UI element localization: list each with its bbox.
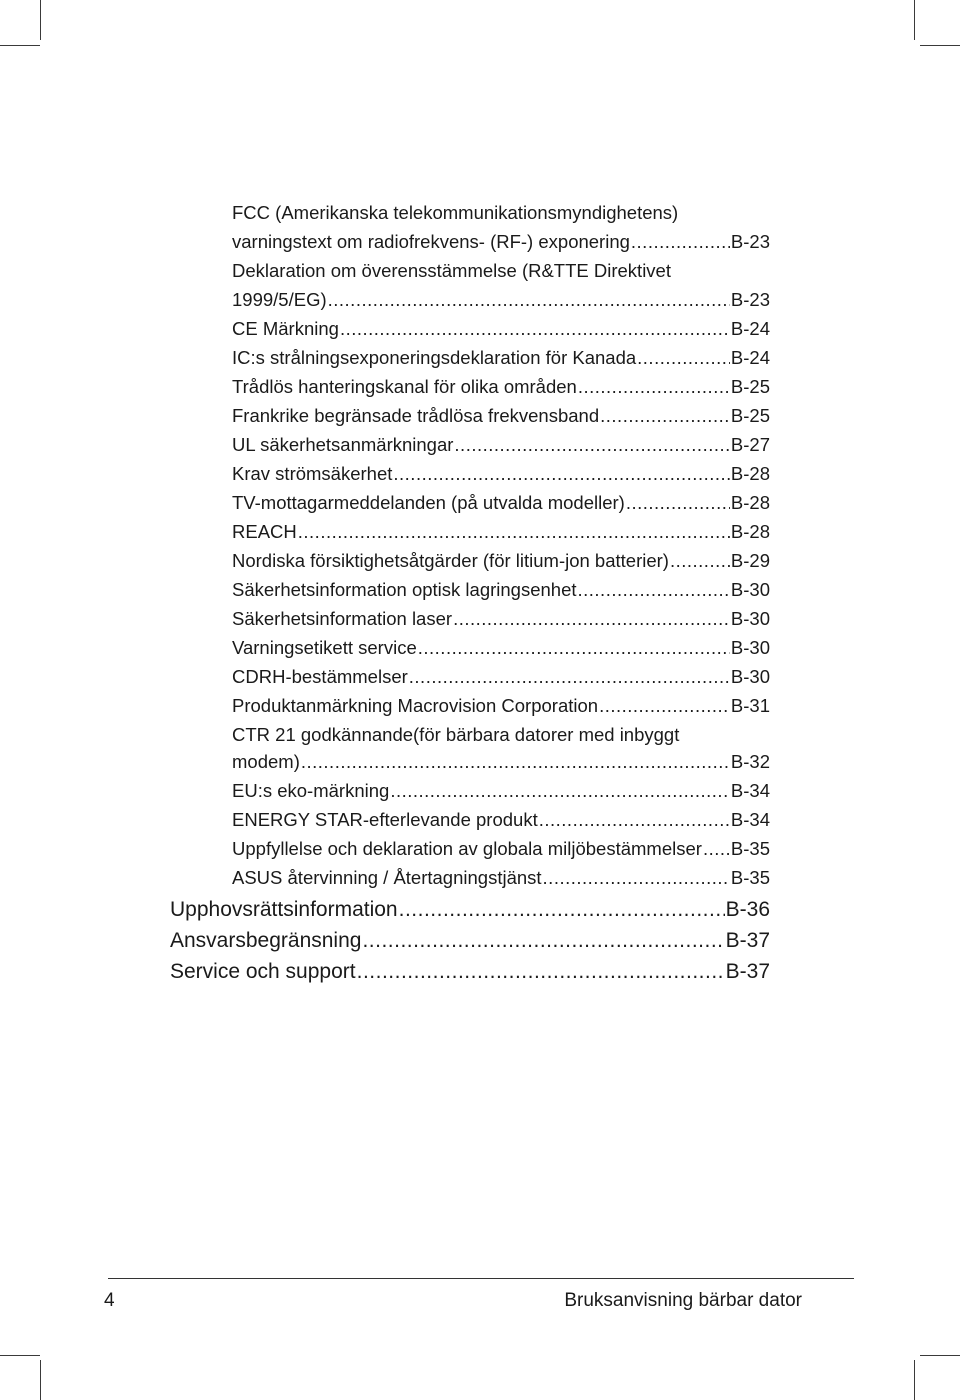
dot-leader: [393, 462, 730, 486]
toc-entry-page: B-28: [730, 521, 770, 542]
toc-entry-title: Uppfyllelse och deklaration av globala miljöbestämmelser: [232, 838, 702, 859]
toc-entry-title: CTR 21 godkännande(för bärbara datorer med inbyggt: [232, 724, 680, 745]
toc-entry[interactable]: [232, 750, 770, 774]
dot-leader: [539, 808, 730, 832]
toc-entry-page: B-28: [730, 492, 770, 513]
crop-mark: [0, 1355, 40, 1356]
toc-entry-page: B-36: [725, 898, 770, 921]
toc-entry-page: B-30: [730, 608, 770, 629]
toc-entry-title: 1999/5/EG): [232, 289, 327, 310]
toc-entry[interactable]: [232, 694, 770, 718]
dot-leader: [357, 958, 725, 986]
toc-entry[interactable]: [232, 433, 770, 457]
toc-entry[interactable]: [232, 404, 770, 428]
toc-entry-page: B-27: [730, 434, 770, 455]
toc-entry-title: ASUS återvinning / Återtagningstjänst: [232, 867, 542, 888]
toc-entry-page: B-32: [730, 751, 770, 772]
dot-leader: [409, 665, 730, 689]
toc-entry[interactable]: [232, 375, 770, 399]
toc-entry[interactable]: [232, 636, 770, 660]
dot-leader: [626, 491, 730, 515]
toc-entry-page: B-37: [725, 960, 770, 983]
toc-entry-title: REACH: [232, 521, 297, 542]
toc-entry-page: B-29: [730, 550, 770, 571]
dot-leader: [670, 549, 730, 573]
toc-entry-page: B-25: [730, 376, 770, 397]
toc-entry[interactable]: [232, 808, 770, 832]
toc-main-entry[interactable]: [170, 958, 770, 986]
dot-leader: [600, 404, 730, 428]
toc-entry-title: Trådlös hanteringskanal för olika områden: [232, 376, 577, 397]
toc-main-entry[interactable]: [170, 896, 770, 924]
dot-leader: [703, 837, 730, 861]
dot-leader: [454, 433, 730, 457]
toc-entry-title: Säkerhetsinformation laser: [232, 608, 453, 629]
toc-entry[interactable]: [232, 346, 770, 370]
toc-entry[interactable]: [232, 317, 770, 341]
toc-entry[interactable]: [232, 230, 770, 254]
toc-entry[interactable]: [232, 607, 770, 631]
dot-leader: [298, 520, 730, 544]
toc-entry[interactable]: [232, 665, 770, 689]
toc-entry-title: EU:s eko-märkning: [232, 780, 390, 801]
toc-entry-title: IC:s strålningsexponeringsdeklaration för Kanada: [232, 347, 637, 368]
toc-entry-title: Nordiska försiktighetsåtgärder (för litium-jon batterier): [232, 550, 669, 571]
toc-entry-title: TV-mottagarmeddelanden (på utvalda modeller): [232, 492, 625, 513]
toc-entry-page: B-30: [730, 666, 770, 687]
toc-main-entry[interactable]: [170, 927, 770, 955]
toc-entry-page: B-35: [730, 867, 770, 888]
footer-rule: [108, 1278, 854, 1279]
toc-entry-page: B-24: [730, 347, 770, 368]
toc-entry-title: varningstext om radiofrekvens- (RF-) exponering: [232, 231, 630, 252]
toc-entry-page: B-31: [730, 695, 770, 716]
dot-leader: [453, 607, 730, 631]
dot-leader: [362, 927, 724, 955]
crop-mark: [920, 1355, 960, 1356]
dot-leader: [578, 375, 730, 399]
toc-entry-title: Varningsetikett service: [232, 637, 417, 658]
footer-page-number: 4: [104, 1290, 115, 1311]
toc-entry-page: B-25: [730, 405, 770, 426]
dot-leader: [599, 694, 730, 718]
toc-entry-title: CDRH-bestämmelser: [232, 666, 408, 687]
dot-leader: [637, 346, 730, 370]
dot-leader: [418, 636, 730, 660]
dot-leader: [301, 750, 730, 774]
toc-entry-title: Säkerhetsinformation optisk lagringsenhet: [232, 579, 577, 600]
toc-entry-title: modem): [232, 751, 300, 772]
dot-leader: [578, 578, 730, 602]
toc-entry-title: Produktanmärkning Macrovision Corporation: [232, 695, 599, 716]
toc-entry-title: CE Märkning: [232, 318, 339, 339]
toc-entry-page: B-37: [725, 929, 770, 952]
toc-entry[interactable]: [232, 578, 770, 602]
toc-entry-title: Deklaration om överensstämmelse (R&TTE Direktivet: [232, 260, 671, 281]
toc-entry[interactable]: [232, 779, 770, 803]
toc-entry-title: Ansvarsbegränsning: [170, 929, 362, 952]
toc-entry-page: B-23: [730, 289, 770, 310]
toc-entry-page: B-30: [730, 637, 770, 658]
toc-entry[interactable]: [232, 837, 770, 861]
toc-entry[interactable]: [232, 491, 770, 515]
crop-mark: [914, 1360, 915, 1400]
dot-leader: [328, 288, 730, 312]
toc-entry[interactable]: [232, 201, 770, 225]
toc-entry-page: B-24: [730, 318, 770, 339]
dot-leader: [399, 896, 725, 924]
toc-entry[interactable]: [232, 288, 770, 312]
footer-document-title: Bruksanvisning bärbar dator: [564, 1290, 802, 1311]
crop-mark: [40, 1360, 41, 1400]
dot-leader: [543, 866, 730, 890]
toc-entry-page: B-34: [730, 809, 770, 830]
dot-leader: [390, 779, 730, 803]
dot-leader: [340, 317, 730, 341]
toc-entry-title: Service och support: [170, 960, 356, 983]
toc-entry[interactable]: [232, 866, 770, 890]
toc-entry-page: B-23: [730, 231, 770, 252]
toc-entry-page: B-34: [730, 780, 770, 801]
toc-entry-page: B-30: [730, 579, 770, 600]
toc-entry-title: Krav strömsäkerhet: [232, 463, 393, 484]
toc-entry[interactable]: [232, 462, 770, 486]
toc-entry[interactable]: [232, 549, 770, 573]
toc-entry[interactable]: [232, 520, 770, 544]
toc-entry-page: B-28: [730, 463, 770, 484]
toc-entry-page: B-35: [730, 838, 770, 859]
toc-entry-title: UL säkerhetsanmärkningar: [232, 434, 454, 455]
toc-entry[interactable]: [232, 259, 770, 283]
toc-entry-title: Frankrike begränsade trådlösa frekvensband: [232, 405, 600, 426]
dot-leader: [631, 230, 730, 254]
toc-entry-title: Upphovsrättsinformation: [170, 898, 398, 921]
toc-entry-title: FCC (Amerikanska telekommunikationsmyndighetens): [232, 202, 679, 223]
toc-entry-title: ENERGY STAR-efterlevande produkt: [232, 809, 538, 830]
toc-entry[interactable]: [232, 723, 770, 747]
